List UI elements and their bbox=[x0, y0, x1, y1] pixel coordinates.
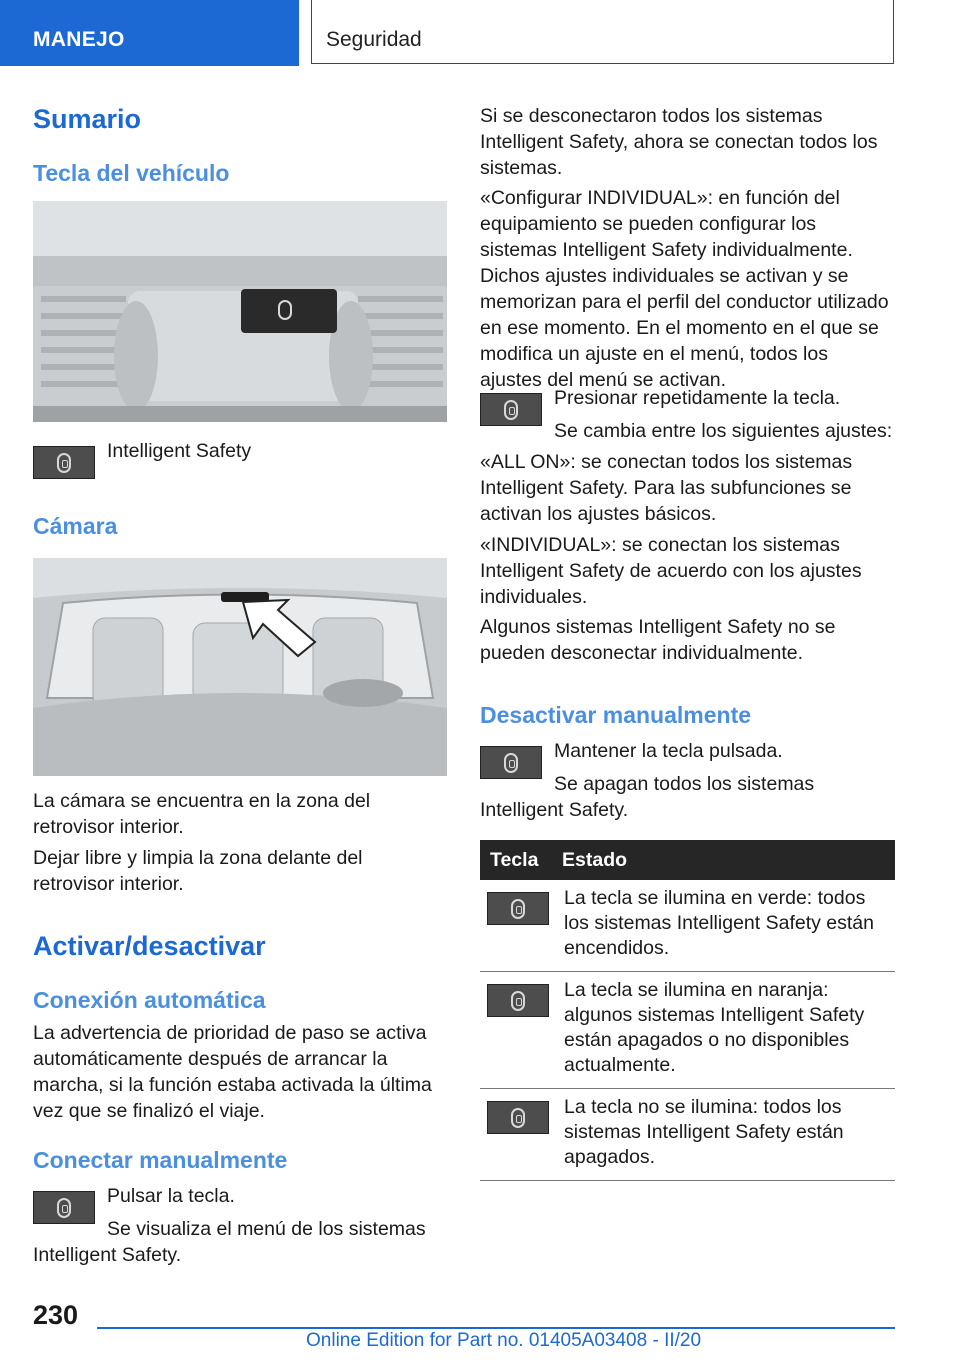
button-off-icon bbox=[487, 1101, 549, 1134]
heading-vehicle-key: Tecla del vehículo bbox=[33, 160, 230, 186]
button-green-icon bbox=[487, 892, 549, 925]
press-step: Presionar repetidamente la tecla. bbox=[554, 387, 841, 409]
deactivate-step: Mantener la tecla pulsada. bbox=[554, 740, 783, 762]
some-systems-paragraph: Algunos sistemas Intelligent Safety no se pueden desconectar individualmente. bbox=[480, 616, 836, 664]
table-header-key: Tecla bbox=[480, 840, 562, 880]
heading-activate: Activar/desactivar bbox=[33, 931, 266, 961]
section-label: MANEJO bbox=[33, 28, 125, 51]
press-result: Se cambia entre los siguientes ajustes: bbox=[554, 420, 893, 442]
page-title: Sumario bbox=[33, 104, 142, 134]
auto-connect-paragraph: La advertencia de prioridad de paso se activa automáticamente después de arrancar la marcha, si la función estaba activada la última vez que se finalizó el viaje. bbox=[33, 1022, 432, 1122]
individual-paragraph: «INDIVIDUAL»: se conectan los sistemas Intelligent Safety de acuerdo con los ajustes individuales. bbox=[480, 534, 862, 608]
chapter-tab bbox=[311, 0, 894, 64]
chapter-label: Seguridad bbox=[326, 28, 422, 51]
manual-connect-result: Se visualiza el menú de los sistemas Intelligent Safety. bbox=[33, 1218, 426, 1266]
manual-connect-step: Pulsar la tecla. bbox=[107, 1185, 235, 1207]
all-on-paragraph: «ALL ON»: se conectan todos los sistemas Intelligent Safety. Para las subfunciones se activan los ajustes básicos. bbox=[480, 451, 853, 525]
intelligent-safety-button-icon bbox=[33, 446, 95, 479]
deactivate-result: Se apagan todos los sistemas Intelligent Safety. bbox=[480, 773, 815, 821]
button-caption: Intelligent Safety bbox=[107, 440, 252, 462]
heading-manual-connect: Conectar manualmente bbox=[33, 1147, 288, 1173]
status-off: La tecla no se ilumina: todos los sistemas Intelligent Safety están apagados. bbox=[562, 1089, 895, 1181]
heading-camera: Cámara bbox=[33, 513, 118, 539]
table-header-status: Estado bbox=[562, 840, 895, 880]
configure-individual-paragraph: «Configurar INDIVIDUAL»: en función del equipamiento se pueden configurar los sistemas Intelligent Safety individualmente. Dichos ajustes individuales se activan y se memorizan para el perfil del conductor utilizado en ese momento. En el momento en el que se modifica un ajuste en el menú, todos los ajustes del menú se activan. bbox=[480, 187, 889, 391]
button-orange-icon bbox=[487, 984, 549, 1017]
heading-manual-deactivate: Desactivar manualmente bbox=[480, 702, 752, 728]
table-row bbox=[480, 880, 895, 972]
camera-location-image bbox=[33, 558, 447, 776]
heading-auto-connect: Conexión automática bbox=[33, 987, 266, 1013]
page-number: 230 bbox=[33, 1300, 79, 1330]
camera-paragraph-2: Dejar libre y limpia la zona delante del retrovisor interior. bbox=[33, 847, 363, 895]
key-status-table bbox=[480, 840, 895, 1181]
dashboard-key-image bbox=[33, 201, 447, 422]
status-green: La tecla se ilumina en verde: todos los sistemas Intelligent Safety están encendidos. bbox=[562, 880, 895, 972]
intelligent-safety-button-icon bbox=[480, 393, 542, 426]
table-row bbox=[480, 1089, 895, 1181]
footer-rule bbox=[97, 1327, 895, 1329]
table-row bbox=[480, 972, 895, 1089]
right-paragraph-1: Si se desconectaron todos los sistemas Intelligent Safety, ahora se conectan todos los sistemas. bbox=[480, 105, 878, 179]
camera-paragraph-1: La cámara se encuentra en la zona del retrovisor interior. bbox=[33, 790, 371, 838]
section-tab bbox=[0, 0, 299, 66]
edition-link[interactable]: Online Edition for Part no. 01405A03408 - II/20 bbox=[306, 1330, 702, 1351]
status-orange: La tecla se ilumina en naranja: algunos sistemas Intelligent Safety están apagados o no disponibles actualmente. bbox=[562, 972, 895, 1089]
